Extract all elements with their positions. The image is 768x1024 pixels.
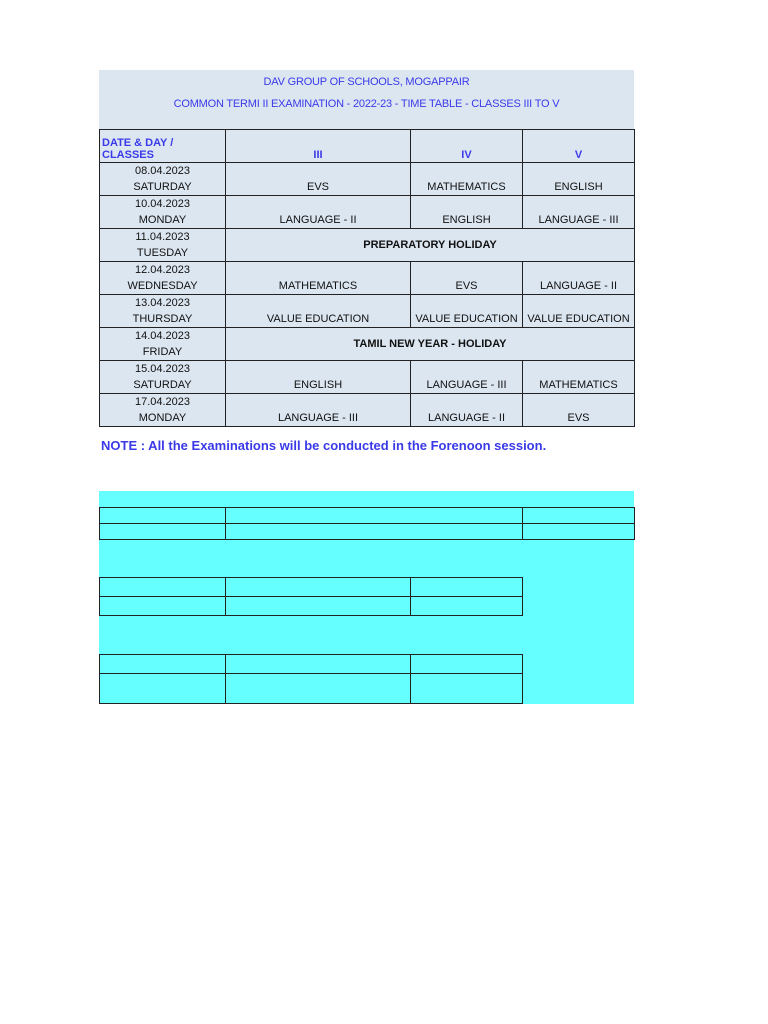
column-header: IV (411, 130, 523, 163)
table-row (100, 196, 635, 229)
subject-cell: VALUE EDUCATION (523, 295, 635, 328)
table-row (100, 163, 635, 196)
date: 17.04.2023 (134, 396, 191, 408)
empty-cell (100, 597, 226, 616)
subject-cell: LANGUAGE - III (411, 361, 523, 394)
subject-cell: EVS (523, 394, 635, 427)
date-day-cell (100, 196, 226, 229)
day: THURSDAY (132, 313, 193, 325)
subject-cell: EVS (226, 163, 411, 196)
empty-grid-2 (99, 577, 523, 616)
subject-cell: EVS (411, 262, 523, 295)
table-row (100, 295, 635, 328)
timetable (99, 129, 635, 427)
empty-cell (226, 655, 411, 674)
subject-cell: ENGLISH (523, 163, 635, 196)
day: WEDNESDAY (127, 280, 198, 292)
forenoon-note: NOTE : All the Examinations will be conducted in the Forenoon session. (101, 438, 547, 453)
subject-cell: VALUE EDUCATION (226, 295, 411, 328)
subject-cell: MATHEMATICS (226, 262, 411, 295)
empty-grid-3 (99, 654, 523, 704)
date: 08.04.2023 (134, 165, 191, 177)
table-row (100, 262, 635, 295)
subject-cell: ENGLISH (411, 196, 523, 229)
empty-cell (226, 597, 411, 616)
empty-cell (226, 524, 523, 540)
subject-cell: LANGUAGE - III (523, 196, 635, 229)
table-row (100, 361, 635, 394)
timetable-header (99, 70, 634, 129)
table-row (100, 229, 635, 262)
empty-cell (100, 674, 226, 704)
empty-cell (100, 578, 226, 597)
subject-cell: LANGUAGE - II (411, 394, 523, 427)
date-day-cell (100, 394, 226, 427)
empty-cell (411, 578, 523, 597)
date: 13.04.2023 (134, 297, 191, 309)
date-day-cell (100, 361, 226, 394)
school-name: DAV GROUP OF SCHOOLS, MOGAPPAIR (263, 76, 470, 88)
empty-cell (411, 674, 523, 704)
timetable-sheet (99, 70, 634, 424)
empty-grid-1 (99, 507, 635, 540)
date-day-cell (100, 262, 226, 295)
subject-cell: LANGUAGE - II (523, 262, 635, 295)
table-header-row (100, 130, 635, 163)
empty-cell (411, 597, 523, 616)
day: MONDAY (138, 214, 187, 226)
empty-cell (411, 655, 523, 674)
subject-cell: ENGLISH (226, 361, 411, 394)
column-header: DATE & DAY / CLASSES (100, 130, 226, 163)
empty-cell (100, 655, 226, 674)
exam-title: COMMON TERMI II EXAMINATION - 2022-23 - TIME TABLE - CLASSES III TO V (173, 98, 560, 110)
empty-cell (226, 578, 411, 597)
day: TUESDAY (136, 247, 189, 259)
day: FRIDAY (142, 346, 183, 358)
empty-cell (100, 508, 226, 524)
holiday-cell: TAMIL NEW YEAR - HOLIDAY (226, 328, 635, 361)
table-row (100, 394, 635, 427)
empty-cell (226, 674, 411, 704)
date-day-cell (100, 229, 226, 262)
date: 14.04.2023 (134, 330, 191, 342)
date: 11.04.2023 (135, 231, 190, 243)
subject-cell: VALUE EDUCATION (411, 295, 523, 328)
date: 10.04.2023 (134, 198, 191, 210)
empty-cell (100, 524, 226, 540)
day: SATURDAY (133, 181, 192, 193)
column-header: III (226, 130, 411, 163)
subject-cell: LANGUAGE - III (226, 394, 411, 427)
day: MONDAY (138, 412, 187, 424)
date-day-cell (100, 163, 226, 196)
subject-cell: MATHEMATICS (523, 361, 635, 394)
subject-cell: MATHEMATICS (411, 163, 523, 196)
table-row (100, 328, 635, 361)
column-header: V (523, 130, 635, 163)
date: 12.04.2023 (134, 264, 191, 276)
date: 15.04.2023 (134, 363, 191, 375)
holiday-cell: PREPARATORY HOLIDAY (226, 229, 635, 262)
empty-cell (226, 508, 523, 524)
date-day-cell (100, 295, 226, 328)
date-day-cell (100, 328, 226, 361)
subject-cell: LANGUAGE - II (226, 196, 411, 229)
empty-cell (523, 508, 635, 524)
empty-cell (523, 524, 635, 540)
day: SATURDAY (133, 379, 192, 391)
